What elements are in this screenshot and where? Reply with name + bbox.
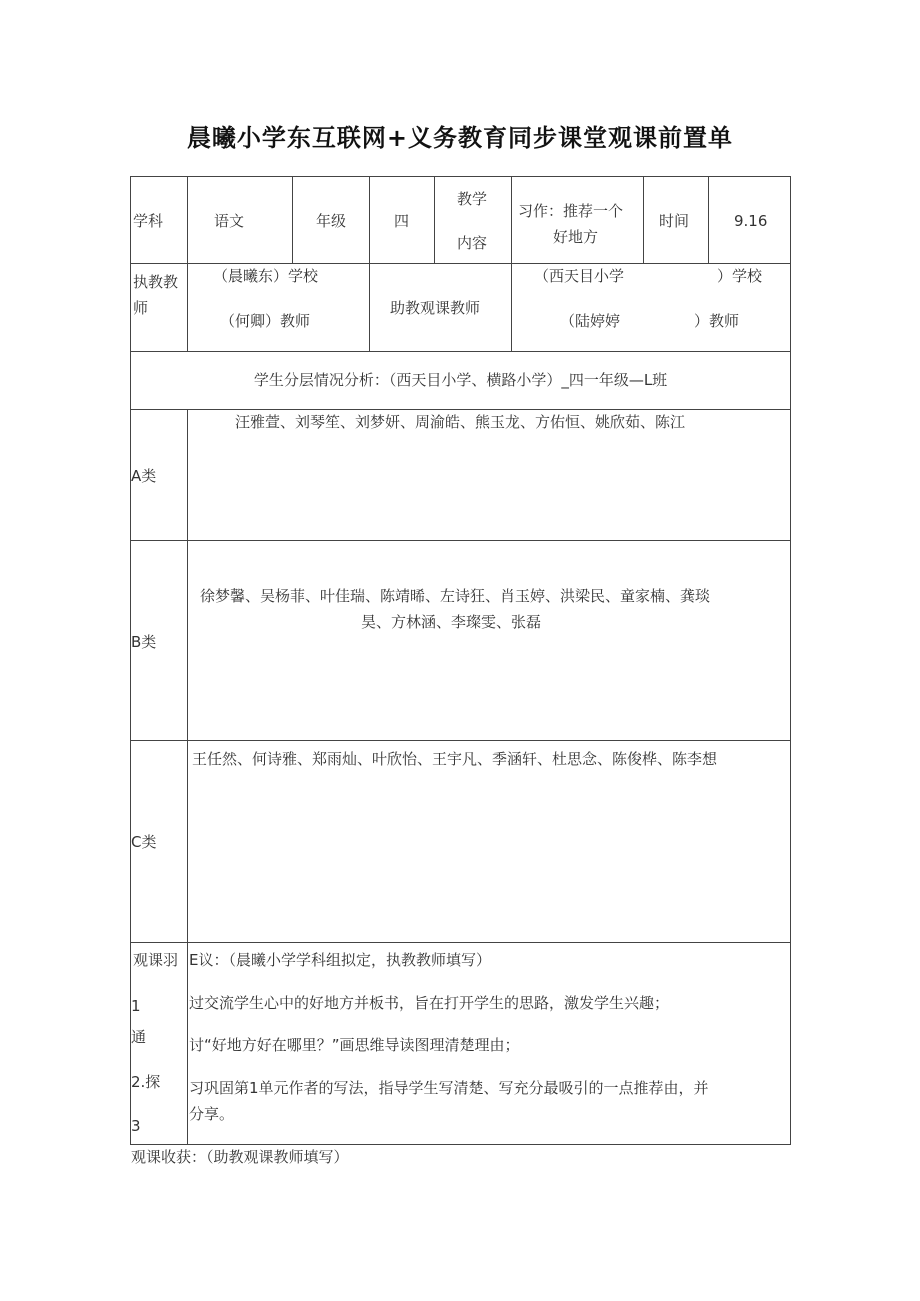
time-label: 时间 — [659, 212, 690, 230]
table-col-divider — [434, 176, 435, 264]
table-row-divider — [130, 540, 791, 541]
table-col-divider — [187, 176, 188, 264]
teacher-name: （何卿）教师 — [220, 312, 311, 330]
observation-left-1: 观课羽 — [133, 951, 179, 969]
table-row-divider — [130, 263, 791, 264]
observation-left-3: 通 — [131, 1028, 147, 1046]
teacher-label-line2: 师 — [133, 299, 149, 317]
observation-heading: E议：（晨曦小学学科组拟定，执教教师填写） — [189, 951, 491, 969]
observation-item-2: 讨“好地方好在哪里？”画思维导读图理清楚理由； — [189, 1036, 520, 1054]
table-row-divider — [130, 351, 791, 352]
assistant-name-suffix: ）教师 — [694, 312, 740, 330]
table-col-divider — [187, 409, 188, 1145]
table-border-bottom — [130, 1144, 791, 1145]
class-b-label: B类 — [131, 633, 157, 651]
observation-left-2: 1 — [131, 997, 141, 1015]
table-col-divider — [511, 176, 512, 264]
observation-gains-note: 观课收获：（助教观课教师填写） — [131, 1148, 349, 1166]
observation-item-3-line2: 分享。 — [189, 1105, 235, 1123]
observation-item-3-line1: 习巩固第1单元作者的写法，指导学生写清楚、写充分最吸引的一点推荐由，并 — [189, 1079, 709, 1097]
class-a-label: A类 — [131, 467, 157, 485]
table-row-divider — [130, 942, 791, 943]
grade-label: 年级 — [316, 212, 347, 230]
assistant-label: 助教观课教师 — [390, 299, 481, 317]
table-border-right — [790, 176, 791, 1145]
content-label-line2: 内容 — [457, 234, 488, 252]
assistant-school: （西天目小学 — [534, 267, 625, 285]
subject-label: 学科 — [133, 212, 164, 230]
teacher-label-line1: 执教教 — [133, 273, 179, 291]
class-c-students: 王任然、何诗雅、郑雨灿、叶欣怡、王宇凡、季涵轩、杜思念、陈俊桦、陈李想 — [192, 750, 718, 768]
table-col-divider — [708, 176, 709, 264]
table-col-divider — [369, 263, 370, 352]
table-col-divider — [643, 176, 644, 264]
observation-left-4: 2.探 — [131, 1073, 161, 1091]
table-col-divider — [292, 176, 293, 264]
assistant-school-suffix: ）学校 — [717, 267, 763, 285]
content-value-line1: 习作：推荐一个 — [518, 202, 624, 220]
class-b-students-line1: 徐梦馨、吴杨菲、叶佳瑞、陈靖晞、左诗狂、肖玉婷、洪梁民、童家楠、龚琰 — [200, 587, 711, 605]
class-a-students: 汪雅萱、刘琴笙、刘梦妍、周渝皓、熊玉龙、方佑恒、姚欣茹、陈江 — [235, 413, 686, 431]
time-value: 9.16 — [734, 212, 768, 230]
grade-value: 四 — [394, 212, 410, 230]
subject-value: 语文 — [214, 212, 245, 230]
content-label-line1: 教学 — [457, 190, 488, 208]
content-value-line2: 好地方 — [553, 228, 599, 246]
table-col-divider — [511, 263, 512, 352]
class-b-students-line2: 昊、方林涵、李璨雯、张磊 — [361, 613, 542, 631]
teacher-school: （晨曦东）学校 — [213, 267, 319, 285]
observation-item-1: 过交流学生心中的好地方并板书，旨在打开学生的思路，激发学生兴趣； — [189, 994, 670, 1012]
page-title: 晨曦小学东互联网+义务教育同步课堂观课前置单 — [186, 124, 734, 152]
class-c-label: C类 — [131, 833, 157, 851]
table-row-divider — [130, 740, 791, 741]
observation-left-5: 3 — [131, 1117, 141, 1135]
table-border-top — [130, 176, 791, 177]
table-col-divider — [369, 176, 370, 264]
table-row-divider — [130, 409, 791, 410]
assistant-name: （陆婷婷 — [560, 312, 621, 330]
analysis-text: 学生分层情况分析：（西天目小学、横路小学）_四一年级—L班 — [253, 371, 668, 389]
table-col-divider — [187, 263, 188, 352]
